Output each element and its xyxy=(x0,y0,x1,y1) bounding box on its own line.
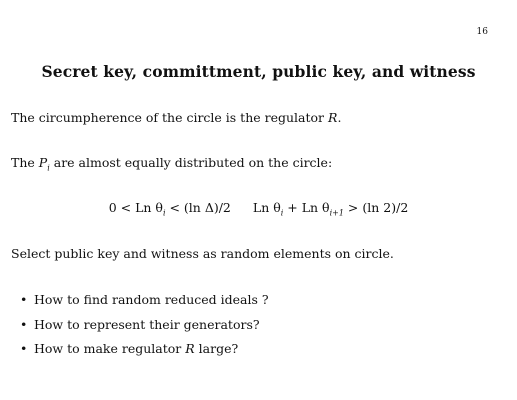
bullet-icon: • xyxy=(20,292,28,307)
paragraph-select: Select public key and witness as random elements on circle. xyxy=(11,246,394,261)
page-number: 16 xyxy=(476,27,488,37)
list-item: • How to find random reduced ideals ? xyxy=(20,292,269,307)
p-subscript: i xyxy=(47,163,50,173)
paragraph-text: The xyxy=(11,155,35,170)
bullet-icon: • xyxy=(20,341,28,356)
period: . xyxy=(337,110,342,125)
regulator-symbol: R xyxy=(185,341,195,356)
paragraph-text: The circumpherence of the circle is the regulator xyxy=(11,110,325,125)
slide-title: Secret key, committment, public key, and witness xyxy=(41,62,476,81)
bullet-icon: • xyxy=(20,316,28,332)
formula xyxy=(0,200,517,218)
list-item: • How to represent their generators? xyxy=(20,316,260,332)
paragraph-circumference xyxy=(11,110,341,125)
question-list xyxy=(20,292,269,366)
p-symbol: P xyxy=(38,155,48,170)
list-item: • How to make regulator R large? xyxy=(20,341,239,356)
regulator-symbol: R xyxy=(328,110,338,125)
formula-right: Ln $\theta_i + Ln$ $\theta_{i+1} > (\ln$ 2)/2 xyxy=(252,200,409,218)
paragraph-text: are almost equally distributed on the circle: xyxy=(53,155,333,170)
formula-left: 0 < Ln $\theta_i < (\ln$ Δ)/2 xyxy=(108,200,231,218)
paragraph-distribution xyxy=(11,155,333,173)
